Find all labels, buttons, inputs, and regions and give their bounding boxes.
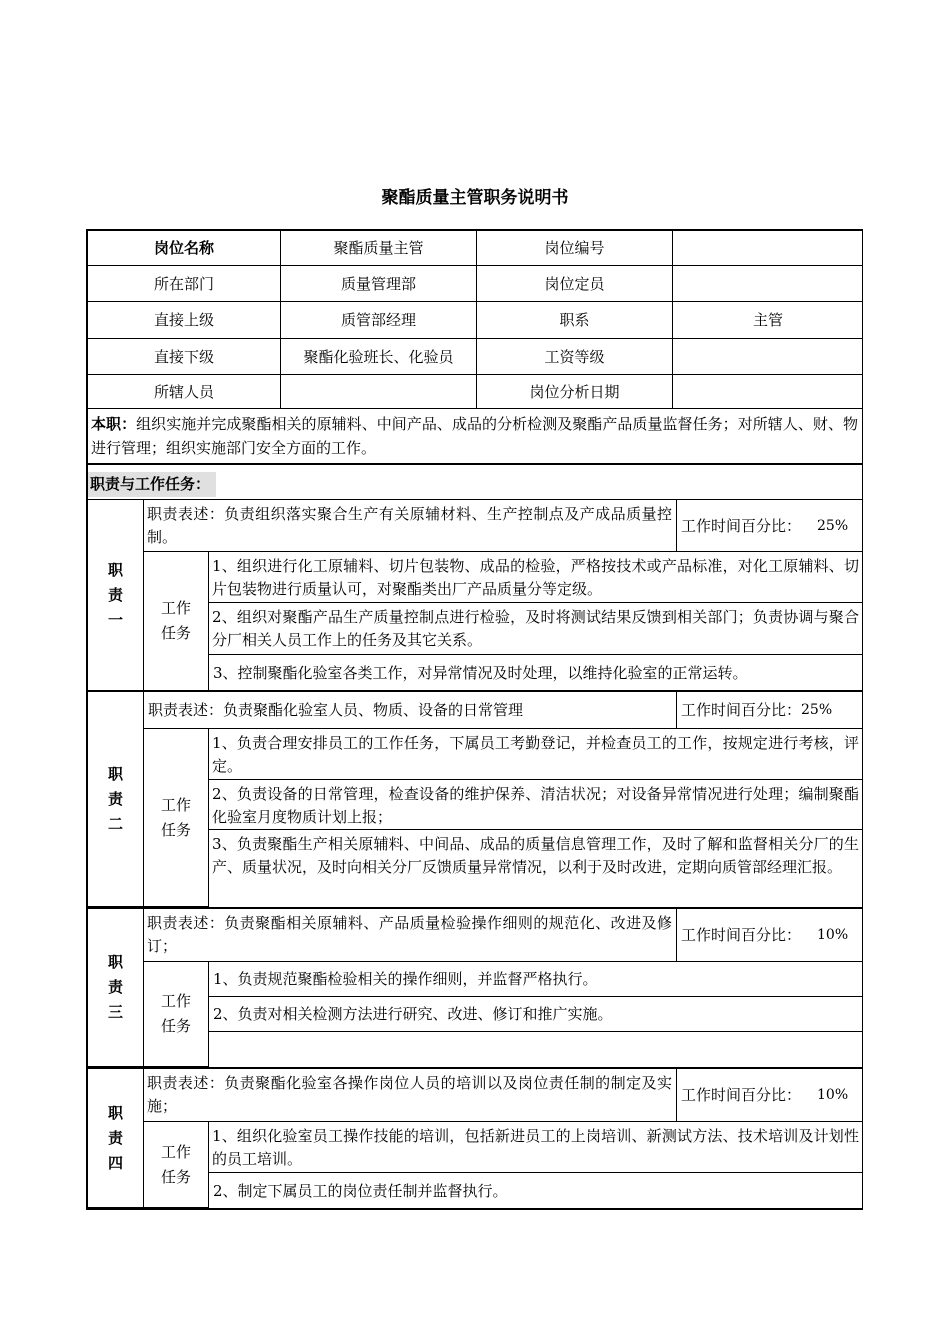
task-label: 工作 任务 xyxy=(144,552,209,691)
task-item: 2、负责对相关检测方法进行研究、改进、修订和推广实施。 xyxy=(209,997,863,1032)
task-item-empty xyxy=(209,1032,863,1067)
task-item: 3、控制聚酯化验室各类工作，对异常情况及时处理，以维持化验室的正常运转。 xyxy=(213,664,748,682)
duty-label: 职 责 四 xyxy=(88,1069,144,1208)
task-item: 1、负责合理安排员工的工作任务，下属员工考勤登记，并检查员工的工作，按规定进行考核，评定。 xyxy=(209,729,863,780)
duty-label: 职 责 一 xyxy=(88,500,144,691)
info-table xyxy=(86,229,863,409)
label-job-family: 职系 xyxy=(477,302,673,339)
label-staff-governed: 所辖人员 xyxy=(88,375,281,409)
work-time-percent: 工作时间百分比： 25% xyxy=(677,500,863,552)
duty-label: 职 责 三 xyxy=(88,909,144,1067)
task-item: 2、负责设备的日常管理，检查设备的维护保养、清洁状况；对设备异常情况进行处理；编制聚酯化验室月度物质计划上报； xyxy=(209,780,863,830)
section-header-row xyxy=(86,465,863,500)
label-position-code: 岗位编号 xyxy=(477,231,673,266)
task-item: 3、负责聚酯生产相关原辅料、中间品、成品的质量信息管理工作，及时了解和监督相关分厂的生产、质量状况，及时向相关分厂反馈质量异常情况，以利于及时改进，定期向质管部经理汇报。 xyxy=(212,835,859,876)
value-position-name: 聚酯质量主管 xyxy=(281,231,477,266)
duty-block xyxy=(86,1069,863,1210)
label-direct-superior: 直接上级 xyxy=(88,302,281,339)
label-position-name: 岗位名称 xyxy=(88,231,281,266)
document-title: 聚酯质量主管职务说明书 xyxy=(381,188,569,208)
value-department: 质量管理部 xyxy=(281,266,477,302)
label-salary-grade: 工资等级 xyxy=(477,339,673,375)
duty-statement: 职责表述：负责聚酯化验室各操作岗位人员的培训以及岗位责任制的制定及实施； xyxy=(144,1069,677,1122)
section-header: 职责与工作任务： xyxy=(88,472,216,497)
value-staff-governed xyxy=(281,375,477,409)
summary-text: 组织实施并完成聚酯相关的原辅料、中间产品、成品的分析检测及聚酯产品质量监督任务；对所辖人、财、物进行管理；组织实施部门安全方面的工作。 xyxy=(91,415,858,457)
task-item: 1、组织进行化工原辅料、切片包装物、成品的检验，严格按技术或产品标准，对化工原辅料、切片包装物进行质量认可，对聚酯类出厂产品质量分等定级。 xyxy=(209,552,863,603)
task-label: 工作 任务 xyxy=(144,729,209,907)
task-item: 2、组织对聚酯产品生产质量控制点进行检验，及时将测试结果反馈到相关部门；负责协调与聚合分厂相关人员工作上的任务及其它关系。 xyxy=(209,603,863,655)
duty-statement: 职责表述：负责聚酯化验室人员、物质、设备的日常管理 xyxy=(144,692,677,729)
duty-block xyxy=(86,692,863,909)
task-item: 1、负责规范聚酯检验相关的操作细则，并监督严格执行。 xyxy=(209,962,863,997)
work-time-percent: 工作时间百分比： 10% xyxy=(677,1069,863,1122)
task-item: 1、组织化验室员工操作技能的培训，包括新进员工的上岗培训、新测试方法、技术培训及计划性的员工培训。 xyxy=(209,1122,863,1173)
value-job-family: 主管 xyxy=(673,302,863,339)
duty-label: 职 责 二 xyxy=(88,692,144,907)
value-direct-superior: 质管部经理 xyxy=(281,302,477,339)
label-direct-subordinate: 直接下级 xyxy=(88,339,281,375)
value-direct-subordinate: 聚酯化验班长、化验员 xyxy=(281,339,477,375)
work-time-percent: 工作时间百分比： 25% xyxy=(677,692,863,729)
label-analysis-date: 岗位分析日期 xyxy=(477,375,673,409)
task-item: 2、制定下属员工的岗位责任制并监督执行。 xyxy=(213,1181,508,1200)
task-label: 工作 任务 xyxy=(144,962,209,1067)
value-analysis-date xyxy=(673,375,863,409)
duty-block xyxy=(86,499,863,692)
work-time-percent: 工作时间百分比： 10% xyxy=(677,909,863,962)
duty-block xyxy=(86,909,863,1069)
label-department: 所在部门 xyxy=(88,266,281,302)
duty-statement: 职责表述：负责聚酯相关原辅料、产品质量检验操作细则的规范化、改进及修订； xyxy=(144,909,677,962)
task-label: 工作 任务 xyxy=(144,1122,209,1208)
summary-label: 本职： xyxy=(91,415,137,433)
label-headcount: 岗位定员 xyxy=(477,266,673,302)
value-salary-grade xyxy=(673,339,863,375)
duty-statement: 职责表述：负责组织落实聚合生产有关原辅材料、生产控制点及产成品质量控制。 xyxy=(144,500,677,552)
value-position-code xyxy=(673,231,863,266)
value-headcount xyxy=(673,266,863,302)
job-summary xyxy=(86,409,863,465)
